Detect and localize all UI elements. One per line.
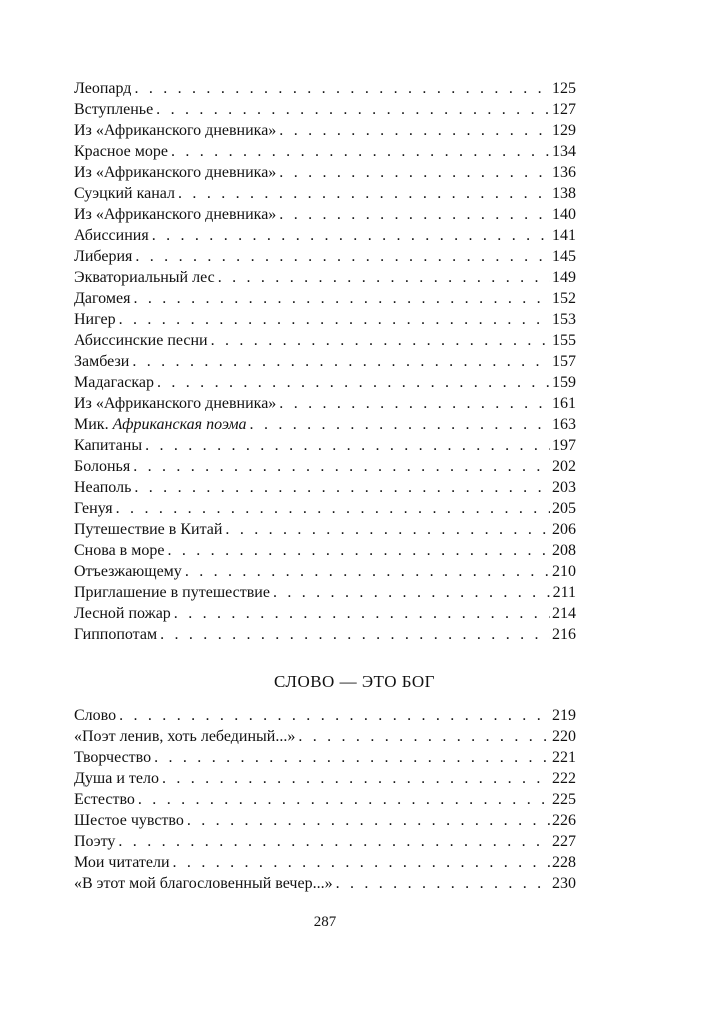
toc-entry: [74, 768, 576, 789]
toc-entry-title: [74, 162, 276, 183]
toc-entry-page: 141: [552, 227, 576, 244]
toc-entry-page: 159: [552, 374, 576, 391]
toc-entry: [74, 726, 576, 747]
toc-entry: [74, 393, 576, 414]
toc-entry-title-text: Душа и тело: [74, 770, 159, 787]
toc-entry: [74, 330, 576, 351]
toc-entry-title: [74, 204, 276, 225]
toc-entry-title: [74, 225, 149, 246]
dot-leader: [119, 705, 550, 726]
toc-section-two: [74, 705, 576, 894]
toc-entry: [74, 183, 576, 204]
toc-entry-title-text: Замбези: [74, 353, 130, 370]
toc-entry: [74, 540, 576, 561]
toc-entry-title: [74, 852, 170, 873]
toc-entry-title: [74, 330, 208, 351]
toc-entry-page: 208: [552, 542, 576, 559]
toc-entry-page: 226: [552, 812, 576, 829]
toc-entry: [74, 456, 576, 477]
toc-entry-title: [74, 435, 142, 456]
toc-entry-title-text: Отъезжающему: [74, 563, 182, 580]
dot-leader: [218, 267, 550, 288]
toc-entry-page: 161: [552, 395, 576, 412]
toc-entry-title-text: Мадагаскар: [74, 374, 154, 391]
toc-entry-title-text: Из «Африканского дневника»: [74, 164, 277, 181]
toc-entry: [74, 288, 576, 309]
dot-leader: [187, 810, 550, 831]
toc-entry-page: 203: [552, 479, 576, 496]
toc-entry-title-text: Дагомея: [74, 290, 131, 307]
toc-entry-page: 145: [552, 248, 576, 265]
dot-leader: [145, 435, 550, 456]
toc-entry-title: [74, 540, 164, 561]
dot-leader: [118, 831, 550, 852]
toc-entry-title: [74, 831, 115, 852]
toc-entry: [74, 99, 576, 120]
dot-leader: [154, 747, 550, 768]
toc-entry-page: 214: [552, 605, 576, 622]
toc-entry-page: 221: [552, 749, 576, 766]
toc-entry-title: [74, 810, 184, 831]
toc-entry-page: 127: [552, 101, 576, 118]
toc-entry-page: 136: [552, 164, 576, 181]
toc-entry: [74, 225, 576, 246]
toc-entry-title: [74, 726, 295, 747]
toc-entry-title-text: Генуя: [74, 500, 113, 517]
toc-entry-title: [74, 78, 131, 99]
toc-entry-page: 157: [552, 353, 576, 370]
dot-leader: [133, 288, 550, 309]
toc-entry: [74, 789, 576, 810]
toc-entry-page: 152: [552, 290, 576, 307]
toc-entry: [74, 624, 576, 645]
toc-entry-title: [74, 246, 132, 267]
toc-entry-title: [74, 561, 182, 582]
toc-entry-title: [74, 99, 153, 120]
toc-entry-title-text: Болонья: [74, 458, 131, 475]
toc-entry-page: 149: [552, 269, 576, 286]
dot-leader: [157, 372, 550, 393]
toc-entry-page: 219: [552, 707, 576, 724]
toc-entry-title: [74, 288, 130, 309]
toc-entry-page: 163: [552, 416, 576, 433]
toc-entry-page: 140: [552, 206, 576, 223]
toc-entry-page: 225: [552, 791, 576, 808]
toc-entry-page: 125: [552, 80, 576, 97]
toc-entry-title: [74, 351, 129, 372]
toc-entry-title-text: Вступленье: [74, 101, 154, 118]
toc-entry-page: 210: [552, 563, 576, 580]
toc-entry: [74, 873, 576, 894]
toc-entry-page: 211: [552, 584, 576, 601]
toc-entry-title-text: Слово: [74, 707, 117, 724]
toc-entry-title-text: Красное море: [74, 143, 168, 160]
toc-entry-title: [74, 705, 116, 726]
dot-leader: [134, 78, 550, 99]
dot-leader: [225, 519, 550, 540]
dot-leader: [152, 225, 550, 246]
toc-entry-page: 197: [552, 437, 576, 454]
toc-entry: [74, 519, 576, 540]
toc-entry: [74, 561, 576, 582]
toc-entry: [74, 435, 576, 456]
toc-entry: [74, 810, 576, 831]
toc-entry-page: 220: [552, 728, 576, 745]
toc-entry-title-text: Творчество: [74, 749, 152, 766]
toc-entry-title-text: «Поэт ленив, хоть лебединый...»: [74, 728, 296, 745]
toc-entry-title-text: Мои читатели: [74, 854, 170, 871]
toc-entry: [74, 246, 576, 267]
toc-entry-title: [74, 747, 151, 768]
dot-leader: [171, 141, 550, 162]
toc-entry-title: [74, 414, 247, 435]
toc-entry: [74, 477, 576, 498]
toc-entry-title-text: Нигер: [74, 311, 116, 328]
toc-entry-page: 205: [552, 500, 576, 517]
toc-entry: [74, 78, 576, 99]
dot-leader: [116, 498, 550, 519]
toc-entry-title: [74, 498, 113, 519]
toc-entry-page: 153: [552, 311, 576, 328]
toc-entry-title: [74, 624, 157, 645]
dot-leader: [250, 414, 550, 435]
toc-section-one: [74, 78, 576, 645]
toc-entry-title-text: Абиссинские песни: [74, 332, 208, 349]
toc-entry-title-text: Путешествие в Китай: [74, 521, 223, 538]
toc-entry-title-text: Леопард: [74, 80, 132, 97]
toc-entry: [74, 162, 576, 183]
dot-leader: [273, 582, 551, 603]
toc-entry-title: [74, 393, 276, 414]
toc-entry-title-text: Из «Африканского дневника»: [74, 122, 277, 139]
toc-entry: [74, 204, 576, 225]
dot-leader: [279, 120, 550, 141]
toc-entry-title-text: «В этот мой благословенный вечер...»: [74, 875, 333, 892]
dot-leader: [134, 477, 550, 498]
dot-leader: [211, 330, 550, 351]
toc-entry-title: [74, 183, 175, 204]
toc-entry-title-text: Суэцкий канал: [74, 185, 176, 202]
toc-entry-title-text: Шестое чувство: [74, 812, 184, 829]
dot-leader: [174, 603, 550, 624]
toc-entry: [74, 705, 576, 726]
toc-entry-title: [74, 519, 222, 540]
toc-entry-title: [74, 477, 131, 498]
dot-leader: [119, 309, 550, 330]
toc-entry-page: 155: [552, 332, 576, 349]
toc-entry-title: [74, 768, 159, 789]
toc-entry: [74, 120, 576, 141]
toc-entry-title-text: Неаполь: [74, 479, 132, 496]
toc-entry: [74, 141, 576, 162]
dot-leader: [178, 183, 550, 204]
dot-leader: [279, 204, 550, 225]
dot-leader: [279, 393, 550, 414]
toc-entry: [74, 603, 576, 624]
toc-entry-page: 230: [552, 875, 576, 892]
toc-entry-title-text: Из «Африканского дневника»: [74, 395, 277, 412]
dot-leader: [298, 726, 550, 747]
dot-leader: [167, 540, 550, 561]
page-number: 287: [313, 914, 337, 930]
toc-entry-title-text: Снова в море: [74, 542, 165, 559]
dot-leader: [133, 456, 550, 477]
dot-leader: [156, 99, 550, 120]
toc-entry: [74, 351, 576, 372]
dot-leader: [279, 162, 550, 183]
toc-entry-title-text: Приглашение в путешествие: [74, 584, 270, 601]
toc-entry: [74, 831, 576, 852]
toc-entry-page: 129: [552, 122, 576, 139]
toc-entry-title-text: Поэту: [74, 833, 116, 850]
toc-entry-title: [74, 789, 135, 810]
toc-entry-title-text: Из «Африканского дневника»: [74, 206, 277, 223]
dot-leader: [173, 852, 550, 873]
toc-entry-title-text: Естество: [74, 791, 135, 808]
toc-entry-page: 222: [552, 770, 576, 787]
section-heading: СЛОВО — ЭТО БОГ: [274, 672, 435, 691]
toc-entry-title: [74, 603, 171, 624]
toc-entry-title-text: Мик.: [74, 416, 109, 433]
dot-leader: [336, 873, 550, 894]
toc-entry-page: 206: [552, 521, 576, 538]
toc-entry-page: 138: [552, 185, 576, 202]
toc-entry: [74, 582, 576, 603]
toc-entry-title: [74, 372, 154, 393]
toc-entry-title-text: Экваториальный лес: [74, 269, 215, 286]
toc-entry-page: 202: [552, 458, 576, 475]
toc-entry: [74, 267, 576, 288]
toc-entry-subtitle: Африканская поэма: [112, 416, 247, 433]
toc-entry: [74, 852, 576, 873]
dot-leader: [160, 624, 550, 645]
dot-leader: [135, 246, 550, 267]
toc-entry-title-text: Гиппопотам: [74, 626, 158, 643]
toc-entry: [74, 498, 576, 519]
toc-entry: [74, 747, 576, 768]
dot-leader: [138, 789, 550, 810]
toc-entry-page: 216: [552, 626, 576, 643]
toc-entry-title-text: Лесной пожар: [74, 605, 171, 622]
toc-entry-title: [74, 120, 276, 141]
toc-entry-title-text: Либерия: [74, 248, 133, 265]
toc-entry-page: 227: [552, 833, 576, 850]
toc-entry-title-text: Капитаны: [74, 437, 143, 454]
dot-leader: [185, 561, 550, 582]
toc-entry-title: [74, 141, 168, 162]
toc-entry: [74, 372, 576, 393]
dot-leader: [162, 768, 550, 789]
toc-entry-title: [74, 873, 333, 894]
dot-leader: [132, 351, 550, 372]
toc-entry-title-text: Абиссиния: [74, 227, 149, 244]
toc-entry-title: [74, 267, 215, 288]
toc-entry-title: [74, 582, 270, 603]
toc-entry-title: [74, 309, 116, 330]
toc-entry-title: [74, 456, 130, 477]
toc-entry-page: 134: [552, 143, 576, 160]
toc-entry: [74, 309, 576, 330]
toc-entry: [74, 414, 576, 435]
toc-entry-page: 228: [552, 854, 576, 871]
